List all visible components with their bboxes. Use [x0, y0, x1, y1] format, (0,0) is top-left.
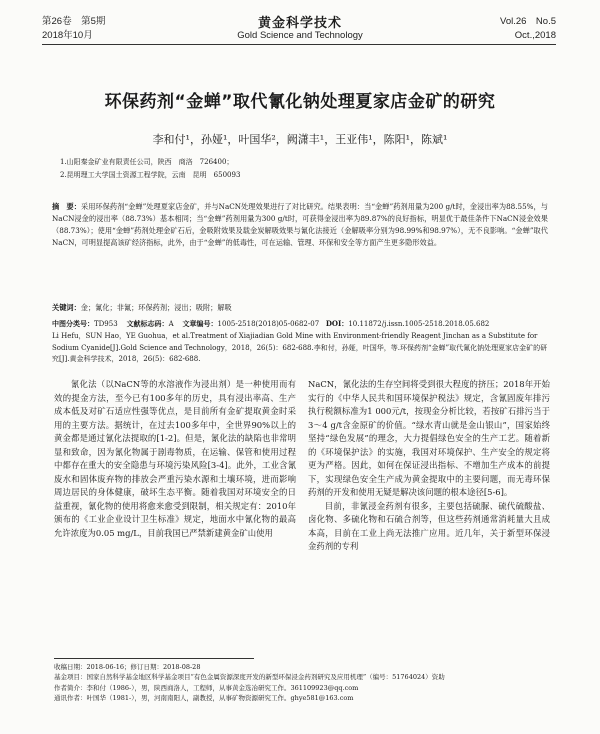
- body-left-column: [54, 378, 296, 652]
- affiliation-2: 2.昆明理工大学国土资源工程学院，云南 昆明 650093: [60, 171, 241, 179]
- clc-code: TD953: [94, 320, 118, 328]
- fund-info: 基金项目：国家自然科学基金地区科学基金项目“有色金属资源深度开发的新型环保浸金药剂研究及应用机理”（编号：51764024）资助: [54, 673, 445, 682]
- header-rule: [42, 44, 556, 45]
- corresponding-author: 通讯作者：叶国华（1981-），男，河南南阳人，副教授，从事矿物资源研究工作。ghye581@163.com: [54, 693, 354, 702]
- author-list: 李和付¹，孙娅¹，叶国华²，阙潇丰¹，王亚伟¹，陈阳¹，陈斌¹: [152, 133, 448, 146]
- citation: [52, 331, 548, 366]
- journal-title-cn: 黄金科学技术: [257, 16, 342, 31]
- citation-en: Li Hefu，SUN Hao，YE Guohua，et al.Treatment of Xiajiadian Gold Mine with Environment-friendly Reagent Jinchan as a Substitute for Sodium Cyanide[J].Gold Science and Technology，2018，26(5)：682-688.: [52, 332, 538, 352]
- doi: 10.11872/j.issn.1005-2518.2018.05.682: [348, 320, 490, 328]
- classification-line: [52, 318, 558, 330]
- keywords-text: 金；氰化；非氰；环保药剂；浸出；吸附；解吸: [80, 303, 232, 312]
- author-bio: 作者简介：李和付（1986-），男，陕西商洛人，工程师，从事黄金选冶研究工作。361109923@qq.com: [54, 683, 359, 692]
- volume-issue-en: Vol.26 No.5: [500, 16, 556, 27]
- body-paragraph: NaCN，氰化法的生存空间将受到很大程度的挤压；2018年开始实行的《中华人民共和国环境保护税法》规定，含氰固废年排污执行税额标准为1 000元/t，按现金分析比较，若按矿石排污当于3～4 g/t含金原矿的价值。“绿水青山就是金山银山”，国家始终坚持“绿色发展”的理念，大力提倡绿色安全的生产工艺。随着新的《环境保护法》的实施，我国对环境保护、生产安全的规定将更为严格。因此，如何在保证浸出指标、不增加生产成本的前提下，实现绿色安全生产成为黄金提取中的主要问题，而无毒环保药剂的开发和使用无疑是解决该问题的根本途径[5-6]。: [308, 379, 550, 497]
- keywords-label: 关键词：: [52, 303, 81, 312]
- date-cn: 2018年10月: [42, 30, 93, 41]
- citation-cn: 李和付，孙娅，叶国华，等.环保药剂“金蝉”取代氰化钠处理夏家店金矿的研究[J].黄金科学技术，2018，26(5)：682-688.: [52, 343, 548, 363]
- body-right-column: [308, 378, 550, 652]
- date-en: Oct.,2018: [514, 30, 556, 41]
- journal-title-en: Gold Science and Technology: [237, 30, 363, 41]
- article-number-label: 文章编号：: [182, 319, 218, 328]
- doi-label: DOI：: [325, 319, 349, 328]
- footnote: [54, 662, 550, 703]
- abstract: [52, 201, 548, 249]
- clc-label: 中图分类号：: [52, 319, 94, 328]
- received-date: 收稿日期：2018-06-16；修订日期：2018-08-28: [54, 663, 201, 671]
- article-title: 环保药剂“金蝉”取代氰化钠处理夏家店金矿的研究: [104, 92, 496, 112]
- doc-code: A: [168, 320, 174, 328]
- footnote-rule: [54, 658, 254, 659]
- affiliation-1: 1.山阳秦金矿业有限责任公司，陕西 商洛 726400；: [60, 158, 234, 166]
- body-paragraph: 氰化法（以NaCN等的水溶液作为浸出剂）是一种使用而有效的提金方法，至今已有100多年的历史，具有浸出率高、生产成本低及对矿石适应性强等优点，是目前所有金矿提取黄金时采用的主要方法。据统计，在过去100多年中，全世界90%以上的黄金都是通过氰化法提取的[1-2]。但是，氰化法的缺陷也非常明显和致命，因为氰化物属于剧毒物质，在运输、保管和使用过程中都存在重大的安全隐患与环境污染风险[3-4]。此外，工业含氰废水和固体废弃物的排放会严重污染水源和土壤环境，进而影响周边居民的身体健康，破坏生态平衡。随着我国对环境安全的日益重视，氰化物的使用将愈来愈受到限制，相关规定有：2010年颁布的《工业企业设计卫生标准》规定，地面水中氰化物的最高允许浓度为0.05 mg/L，目前我国已严禁新建黄金矿山使用: [54, 379, 296, 538]
- abstract-text: 采用环保药剂“金蝉”处理夏家店金矿，并与NaCN处理效果进行了对比研究。结果表明：当“金蝉”药剂用量为200 g/t时，金浸出率为88.55%，与NaCN浸金的浸出率（88.73%）基本相同；当“金蝉”药剂用量为300 g/t时，可获得金浸出率为89.87%的良好指标，明显优于最佳条件下NaCN浸金效果（88.73%）；使用“金蝉”药剂处理金矿石后，金吸附效果及载金炭解吸效果与氰化法接近（金解吸率分别为98.99%和98.97%），无不良影响。“金蝉”取代NaCN，可明显提高该矿经济指标，此外，由于“金蝉”的低毒性，可在运输、管理、环保和安全等方面产生更多隐形效益。: [52, 202, 548, 247]
- article-number: 1005-2518(2018)05-0682-07: [217, 320, 320, 328]
- abstract-label: 摘 要：: [52, 202, 81, 211]
- doc-code-label: 文献标志码：: [126, 319, 169, 328]
- volume-issue-cn: 第26卷 第5期: [42, 16, 106, 27]
- keywords: [52, 302, 548, 314]
- body-paragraph: 目前，非氰浸金药剂有很多，主要包括硫脲、硫代硫酸盐、卤化物、多硫化物和石硫合剂等，但这些药剂通常消耗量大且成本高，目前在工业上尚无法推广应用。近几年，关于新型环保浸金药剂的专利: [308, 500, 550, 551]
